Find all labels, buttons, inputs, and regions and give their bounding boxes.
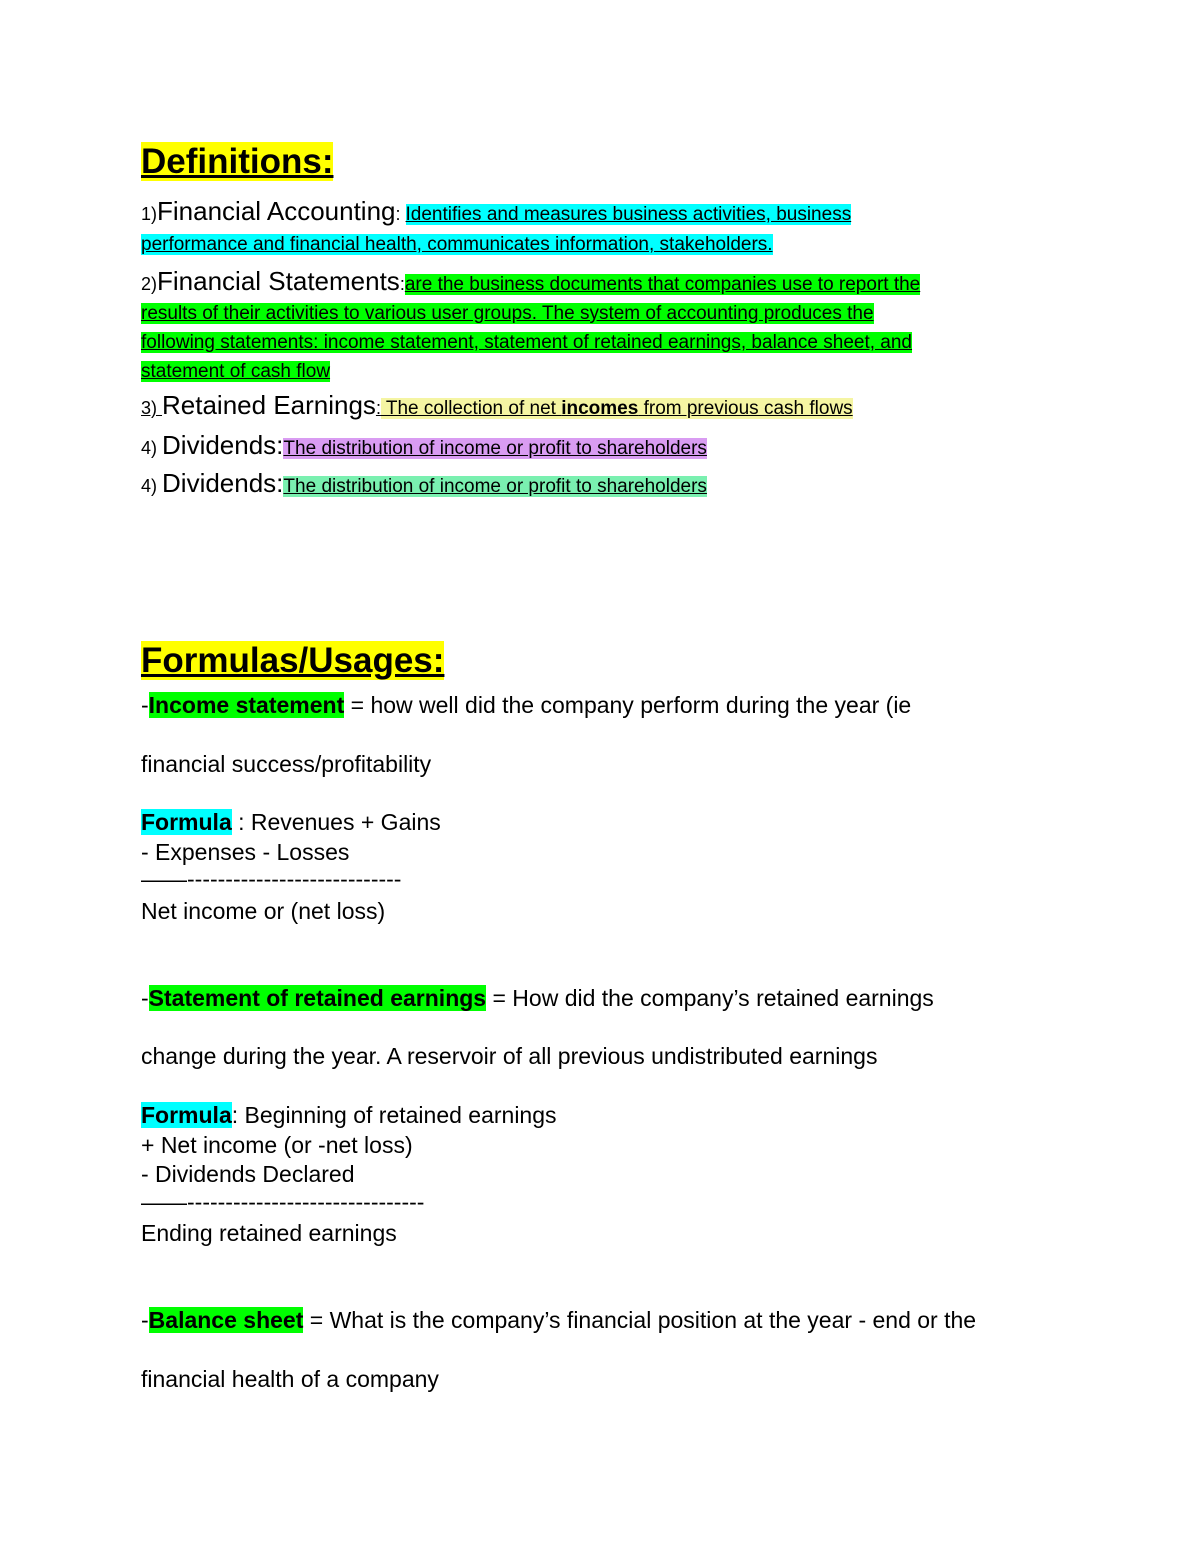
- definition-financial-accounting-cont: [141, 234, 773, 256]
- formula-text: + Net income (or -net loss): [141, 1132, 413, 1158]
- definition-dividends-repeat: [141, 468, 707, 499]
- definition-financial-statements-cont: [141, 332, 912, 354]
- formula-rule: ——-------------------------------: [141, 1189, 425, 1215]
- term-separator: :: [399, 274, 405, 294]
- usage-description: = What is the company’s financial position at the year - end or the: [303, 1307, 977, 1333]
- definition-text: The collection of net incomes from previous cash flows: [380, 398, 853, 419]
- definitions-heading: [141, 142, 333, 182]
- balance-sheet-usage: [141, 1307, 976, 1334]
- income-formula-line: [141, 839, 349, 866]
- usage-description: = how well did the company perform during the year (ie: [344, 692, 912, 718]
- formulas-heading-text: Formulas/Usages:: [141, 641, 445, 680]
- item-number: 4): [141, 438, 163, 458]
- retained-formula-result: [141, 1220, 397, 1247]
- definition-text: are the business documents that companies use to report the: [404, 274, 921, 295]
- definition-retained-earnings: [141, 390, 853, 421]
- income-formula-rule: [141, 866, 401, 893]
- definition-text: Identifies and measures business activities, business: [405, 204, 852, 225]
- usage-description: financial health of a company: [141, 1366, 439, 1392]
- term-retained-earnings: Retained Earnings: [162, 390, 376, 420]
- income-statement-label: Income statement: [148, 692, 345, 718]
- term-separator: :: [395, 204, 406, 224]
- definition-text: statement of cash flow: [141, 361, 331, 382]
- retained-earnings-usage: [141, 985, 934, 1012]
- retained-earnings-label: Statement of retained earnings: [148, 985, 487, 1011]
- definition-financial-statements-cont: [141, 361, 330, 383]
- formula-result: Ending retained earnings: [141, 1220, 397, 1246]
- formula-text: - Expenses - Losses: [141, 839, 350, 865]
- bullet-dash: -: [141, 985, 149, 1011]
- retained-formula: [141, 1102, 557, 1129]
- item-number: 3): [141, 398, 163, 418]
- formula-label: Formula: [141, 809, 232, 835]
- balance-sheet-label: Balance sheet: [148, 1307, 304, 1333]
- formula-text: : Revenues + Gains: [231, 809, 441, 835]
- item-number: 2): [141, 274, 158, 294]
- usage-description: = How did the company’s retained earnings: [486, 985, 934, 1011]
- definition-text: results of their activities to various user groups. The system of accounting produces the: [141, 303, 874, 324]
- term-separator: :: [375, 398, 381, 418]
- income-statement-usage: [141, 692, 911, 719]
- retained-formula-line: [141, 1161, 354, 1188]
- formula-text: - Dividends Declared: [141, 1161, 355, 1187]
- bullet-dash: -: [141, 692, 149, 718]
- formulas-heading: [141, 641, 444, 681]
- item-number: 4): [141, 476, 163, 496]
- retained-formula-line: [141, 1132, 413, 1159]
- income-statement-usage-cont: [141, 751, 431, 778]
- retained-formula-rule: [141, 1189, 424, 1216]
- term-financial-accounting: Financial Accounting: [157, 196, 396, 226]
- usage-description: change during the year. A reservoir of all previous undistributed earnings: [141, 1043, 878, 1069]
- retained-earnings-usage-cont: [141, 1043, 877, 1070]
- definition-financial-statements-cont: [141, 303, 874, 325]
- income-formula: [141, 809, 441, 836]
- definitions-heading-text: Definitions:: [141, 142, 334, 181]
- term-dividends: Dividends:: [162, 468, 284, 498]
- item-number: 1): [141, 204, 158, 224]
- definition-text: The distribution of income or profit to shareholders: [283, 438, 707, 459]
- definition-dividends: [141, 430, 707, 461]
- definition-text: following statements: income statement, statement of retained earnings, balance sheet, and: [141, 332, 913, 353]
- balance-sheet-usage-cont: [141, 1366, 439, 1393]
- formula-label: Formula: [141, 1102, 232, 1128]
- formula-text: : Beginning of retained earnings: [231, 1102, 557, 1128]
- definition-text: performance and financial health, communicates information, stakeholders.: [141, 234, 773, 255]
- bullet-dash: -: [141, 1307, 149, 1333]
- formula-result: Net income or (net loss): [141, 898, 386, 924]
- term-financial-statements: Financial Statements: [157, 266, 400, 296]
- definition-text: The distribution of income or profit to shareholders: [283, 476, 707, 497]
- formula-rule: ——----------------------------: [141, 866, 402, 892]
- definition-financial-statements: [141, 266, 920, 297]
- usage-description: financial success/profitability: [141, 751, 432, 777]
- term-dividends: Dividends:: [162, 430, 284, 460]
- income-formula-result: [141, 898, 385, 925]
- definition-financial-accounting: [141, 196, 851, 227]
